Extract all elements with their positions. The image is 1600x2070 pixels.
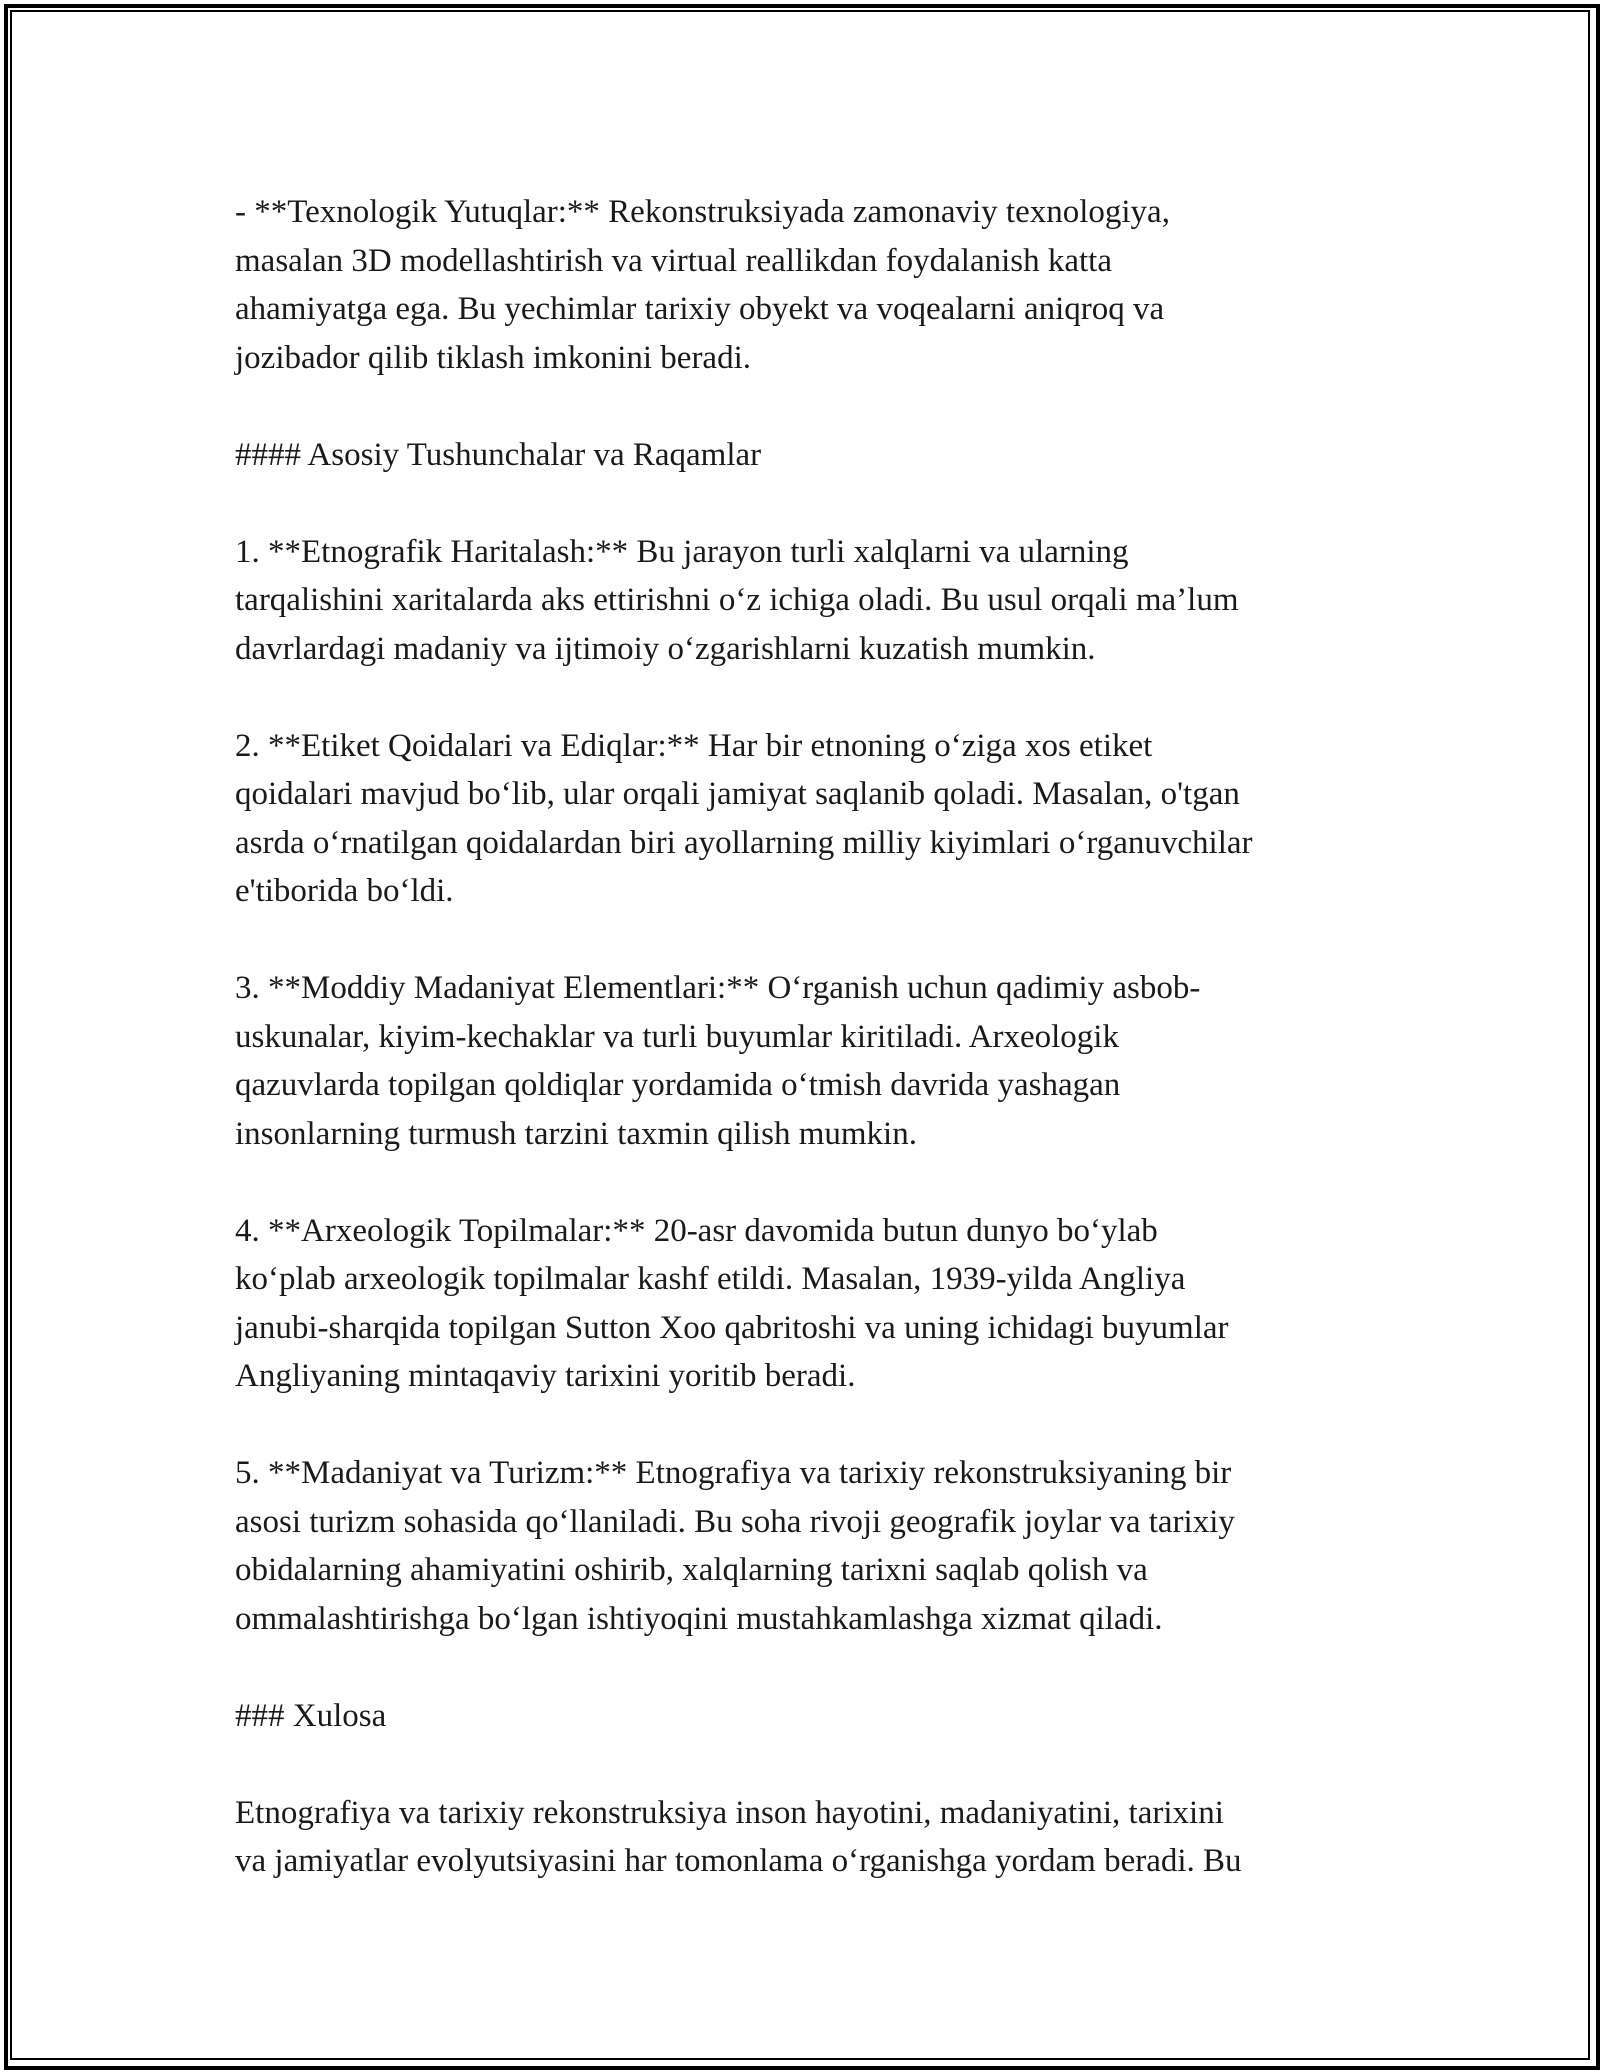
document-body — [235, 188, 1395, 1886]
list-item-culture-tourism: 5. **Madaniyat va Turizm:** Etnografiya va tarixiy rekonstruksiyaning bir asosi turizm sohasida qo‘llaniladi. Bu soha rivoji geografik joylar va tarixiy obidalarning ahamiyatini oshirib, xalqlarning tarixni saqlab qolish va ommalashtirishga bo‘lgan ishtiyoqini mustahkamlashga xizmat qiladi. — [235, 1455, 1235, 1637]
list-item-archaeological-finds: 4. **Arxeologik Topilmalar:** 20-asr davomida butun dunyo bo‘ylab ko‘plab arxeologik topilmalar kashf etildi. Masalan, 1939-yilda Angliya janubi-sharqida topilgan Sutton Xoo qabritoshi va uning ichidagi buyumlar Angliyaning mintaqaviy tarixini yoritib beradi. — [235, 1212, 1229, 1394]
list-item-material-culture: 3. **Moddiy Madaniyat Elementlari:** O‘rganish uchun qadimiy asbob- uskunalar, kiyim-kechaklar va turli buyumlar kiritiladi. Arxeologik qazuvlarda topilgan qoldiqlar yordamida o‘tmish davrida yashagan insonlarning turmush tarzini taxmin qilish mumkin. — [235, 970, 1201, 1152]
paragraph-conclusion: Etnografiya va tarixiy rekonstruksiya inson hayotini, madaniyatini, tarixini va jamiyatlar evolyutsiyasini har tomonlama o‘rganishga yordam beradi. Bu — [235, 1794, 1242, 1879]
list-item-etiquette-rules: 2. **Etiket Qoidalari va Ediqlar:** Har bir etnoning o‘ziga xos etiket qoidalari mavjud bo‘lib, ular orqali jamiyat saqlanib qoladi. Masalan, o'tgan asrda o‘rnatilgan qoidalardan biri ayollarning milliy kiyimlari o‘rganuvchilar e'tiborida bo‘ldi. — [235, 727, 1253, 909]
list-item-ethnographic-mapping: 1. **Etnografik Haritalash:** Bu jarayon turli xalqlarni va ularning tarqalishini xaritalarda aks ettirishni o‘z ichiga oladi. Bu usul orqali ma’lum davrlardagi madaniy va ijtimoiy o‘zgarishlarni kuzatish mumkin. — [235, 533, 1239, 667]
paragraph-technological-achievements: - **Texnologik Yutuqlar:** Rekonstruksiyada zamonaviy texnologiya, masalan 3D modellashtirish va virtual reallikdan foydalanish katta ahamiyatga ega. Bu yechimlar tarixiy obyekt va voqealarni aniqroq va jozibador qilib tiklash imkonini beradi. — [235, 194, 1170, 376]
heading-key-concepts: #### Asosiy Tushunchalar va Raqamlar — [235, 436, 762, 473]
heading-conclusion: ### Xulosa — [235, 1697, 387, 1734]
